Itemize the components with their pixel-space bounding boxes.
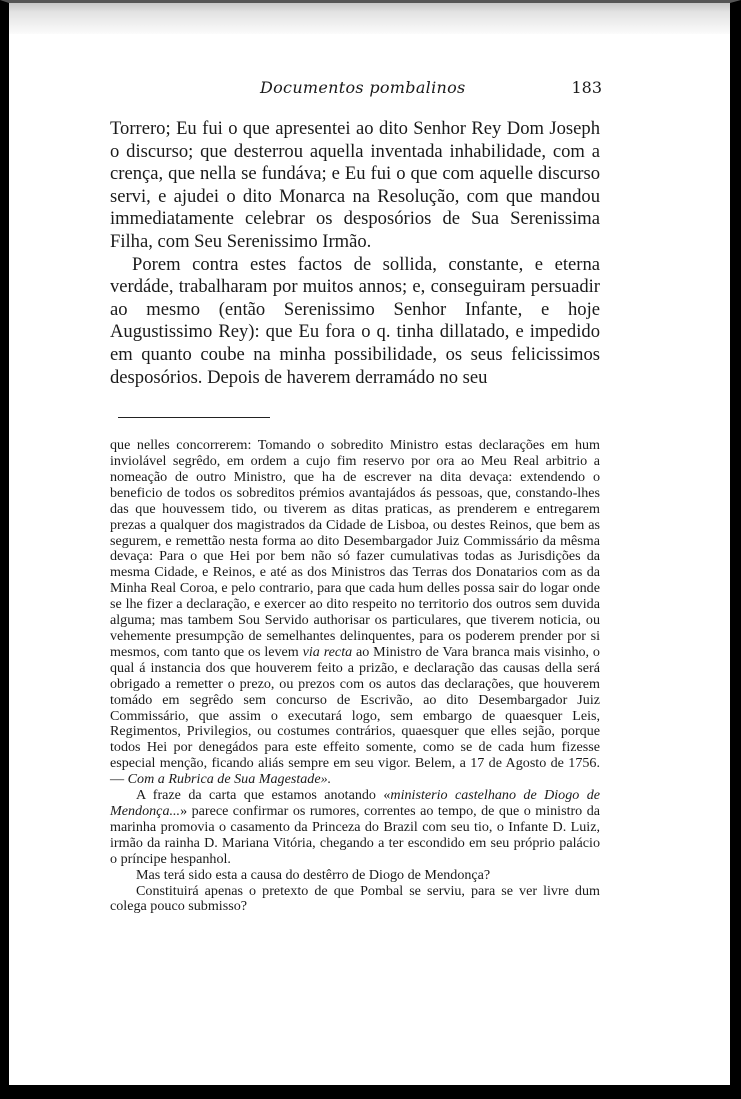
footnote-paragraph-1 [110,438,600,788]
footnote-paragraph-4: Constituirá apenas o pretexto de que Pombal se serviu, para se ver livre dum colega pouco submisso? [110,882,600,915]
book-page [110,68,600,915]
footnote [110,438,600,915]
footnote-p2-text-b: » parece confirmar os rumores, correntes ao tempo, de que o ministro da marinha promovia o casamento da Princeza do Brazil com seu tio, o Infante D. Luiz, irmão da rainha D. Mariana Vitória, chegando a ter escondido em seu próprio palácio o príncipe hespanhol. [110,802,600,867]
footnote-paragraph-2 [110,788,600,868]
footnote-text-b: ao Ministro de Vara branca mais visinho, o qual á instancia dos que houverem feito a prizão, e declaração das causas della será obrigado a remetter o prezo, ou prezos com os autos das declarações, que houverem tomádo em segrêdo sem concurso de Escrivão, ao dito Desembargador Juiz Commissário, que assim o executará logo, sem embargo de quaesquer Leis, Regimentos, Privilegios, ou costumes contrários, quaesquer que elles sejão, porque todos Hei por denegádos para este effeito somente, como se de cada hum fizesse especial menção, ficando aliás sempre em seu vigor. Belem, a 17 de Agosto de 1756. — [110,643,600,788]
main-paragraph-2: Porem contra estes factos de sollida, constante, e eterna verdáde, trabalharam por muitos annos; e, conseguiram persuadir ao mesmo (então Serenissimo Senhor Infante, e hoje Augustissimo Rey): que Eu fora o q. tinha dillatado, e impedido em quanto coube na minha possibilidade, os seus felicissimos desposórios. Depois de haverem derramádo no seu [110,253,600,388]
footnote-rubrica: Com a Rubrica de Sua Magestade». [127,771,332,788]
page-header [110,68,600,108]
footnote-paragraph-3: Mas terá sido esta a causa do destêrro de Diogo de Mendonça? [136,866,491,883]
footnote-p2-quote: ministerio castelhano de Diogo de Mendonça... [110,787,601,819]
footnote-text-a: que nelles concorrerem: Tomando o sobredito Ministro estas declarações em hum inviolável segrêdo, em ordem a cujo fim reservo por ora ao Meu Real arbitrio a nomeação de outro Ministro, que ha de escrever na dita devaça: extendendo o beneficio de todos os sobreditos prémios avantajádos ás pessoas, que, constando-lhes das que houvessem tido, ou tiverem as ditas praticas, as prenderem e entregarem prezas a qualquer dos magistrados da Cidade de Lisboa, ou destes Reinos, que bem as segurem, e remettão nesta forma ao dito Desembargador Juiz Commissário da mêsma devaça: Para o que Hei por bem não só fazer cumulativas todas as Jurisdições da mesma Cidade, e Reinos, e até as dos Ministros das Terras dos Donatarios com as da Minha Real Coroa, e pelo contrario, para que cada hum delles possa sair do logar onde se lhe fizer a declaração, e exercer ao dito respeito no territorio dos outros sem duvida alguma; mas tambem Sou Servido authorisar os particulares, que tiverem noticia, ou vehemente presumpção de semelhantes delinquentes, para os poderem prender por si mesmos, com tanto que os levem [110,437,600,660]
page-number: 183 [571,78,602,97]
main-paragraph-1: Torrero; Eu fui o que apresentei ao dito Senhor Rey Dom Joseph o discurso; que desterrou aquella inventada inhabilidade, com a crença, que nella se fundáva; e Eu fui o que com aquelle discurso servi, e ajudei o dito Monarca na Resolução, com que mandou immediatamente celebrar os desposórios de Sua Serenissima Filha, com Seu Serenissimo Irmão. [110,118,600,252]
main-text [110,118,600,389]
footnote-via-recta: via recta [302,643,353,660]
scan-top-shadow [9,0,730,34]
running-title: Documentos pombalinos [260,78,466,97]
footnote-p2-text-a: A fraze da carta que estamos anotando « [136,787,391,804]
footnote-divider [118,417,270,418]
